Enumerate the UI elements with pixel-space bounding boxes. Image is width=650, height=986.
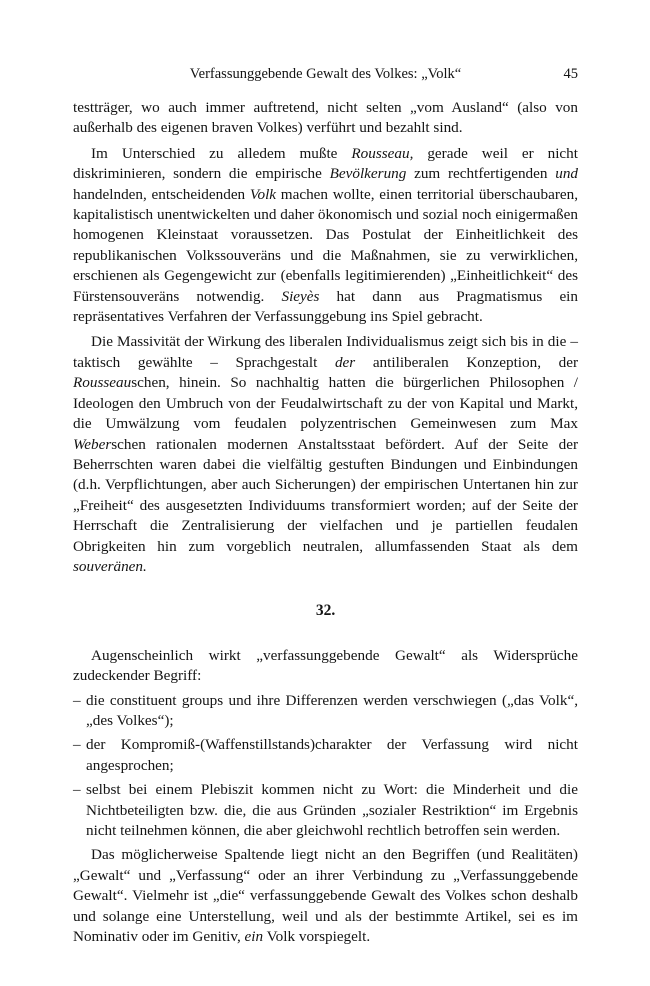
running-title: Verfassunggebende Gewalt des Volkes: „Volk“ xyxy=(189,66,462,82)
emphasized-text: Bevölkerung xyxy=(329,165,407,183)
section-number: 32. xyxy=(315,602,336,620)
text-run: Das möglicherweise Spaltende liegt nicht an den Begriffen (und Realitäten) „Gewalt“ und „Verfassung“ oder an ihrer Verbindung zu „Verfassunggebende Gewalt“. Vielmehr ist „die“ verfassunggebende Gewalt des Volkes schon deshalb und solange eine Unterstellung, weil und als der bestimmte Artikel, sei es im Nominativ oder im Genitiv, xyxy=(73,846,578,946)
text-run: schen, hinein. So nachhaltig hatten die bürgerlichen Philosophen / Ideologen den Umbruch von der Feudalwirtschaft zu der von Kapital und Markt, die Umwälzung vom feudalen polyzentrischen Gemeinwesen zum Max xyxy=(73,374,578,433)
paragraph xyxy=(73,144,578,328)
emphasized-text: Volk xyxy=(249,185,277,203)
page-number: 45 xyxy=(563,66,578,82)
dash-marker: – xyxy=(73,736,81,754)
dash-list xyxy=(73,691,578,842)
emphasized-text: Weber xyxy=(73,435,112,453)
text-run: antiliberalen Konzeption, der xyxy=(355,353,579,371)
emphasized-text: Rousseau xyxy=(73,374,132,392)
text-run: gerade weil er nicht diskriminieren, sondern die empirische xyxy=(73,144,578,183)
text-run: schen rationalen modernen Anstaltsstaat befördert. Auf der Seite der Beherrschten waren dabei die vielfältig gestuften Bindungen und Einbindungen (d.h. Verpflichtungen, aber auch Sicherungen) der empirischen Untertanen hin zur „Freiheit“ des ausgesetzten Individuums transformiert worden; auf der Seite der Herrschaft die Zentralisierung der vielfachen und je partiellen feudalen Obrigkeiten hin zum vorgeblich neutralen, allumfassenden Staat als dem xyxy=(73,435,578,555)
list-item-text: der Kompromiß-(Waffenstillstands)charakter der Verfassung wird nicht angesprochen; xyxy=(86,736,578,774)
text-run: machen wollte, einen territorial überschaubaren, kapitalistisch unentwickelten und daher ökonomisch und sozial noch einigermaßen homogenen Kleinstaat voraussetzen. Das Postulat der Einheitlichkeit des republikanischen Volkssouveräns und die Maßnahmen, sie zu verwirklichen, erschienen als Gegengewicht zur (ebenfalls legitimierenden) „Einheitlichkeit“ des Fürstensouveräns notwendig. xyxy=(73,185,579,305)
text-run: Die Massivität der Wirkung des liberalen Individualismus zeigt sich bis in die – taktisch gewählte – Sprachgestalt xyxy=(73,333,578,371)
text-run: Im Unterschied zu alledem mußte xyxy=(91,144,352,162)
emphasized-text: und xyxy=(555,165,579,183)
list-item xyxy=(73,780,578,841)
paragraph xyxy=(73,98,578,139)
dash-marker: – xyxy=(73,781,81,799)
list-item xyxy=(73,691,578,732)
paragraph: Augenscheinlich wirkt „verfassunggebende Gewalt“ als Widersprüche zudeckender Begriff: xyxy=(73,646,578,685)
emphasized-text: der xyxy=(334,353,356,371)
paragraph xyxy=(73,845,578,947)
dash-marker: – xyxy=(73,691,81,709)
text-run: hat dann aus Pragmatismus ein repräsentatives Verfahren der Verfassunggebung ins Spiel gebracht. xyxy=(73,287,578,326)
text-run: zum rechtfertigenden xyxy=(406,165,556,183)
paragraph xyxy=(73,332,578,577)
list-item-text: selbst bei einem Plebiszit kommen nicht zu Wort: die Minderheit und die Nichtbeteiligten bzw. die, die aus Gründen „sozialer Restriktion“ im Ergebnis nicht teilnehmen können, die aber gleichwohl rechtlich betroffen sein werden. xyxy=(86,781,578,839)
list-item xyxy=(73,735,578,776)
text-run: testträger, wo auch immer auftretend, nicht selten „vom Ausland“ (also von außerhalb des eigenen braven Volkes) verführt und bezahlt sind. xyxy=(73,99,578,137)
emphasized-text: souveränen. xyxy=(73,557,147,575)
emphasized-text: Sieyès xyxy=(281,287,320,305)
text-run: Volk vorspiegelt. xyxy=(263,928,371,946)
text-run: handelnden, entscheidenden xyxy=(73,185,250,203)
emphasized-text: Rousseau, xyxy=(351,144,414,162)
emphasized-text: ein xyxy=(244,928,264,946)
body-text xyxy=(73,98,578,947)
list-item-text: die constituent groups und ihre Differenzen werden verschwiegen („das Volk“, „des Volkes“); xyxy=(86,691,578,729)
